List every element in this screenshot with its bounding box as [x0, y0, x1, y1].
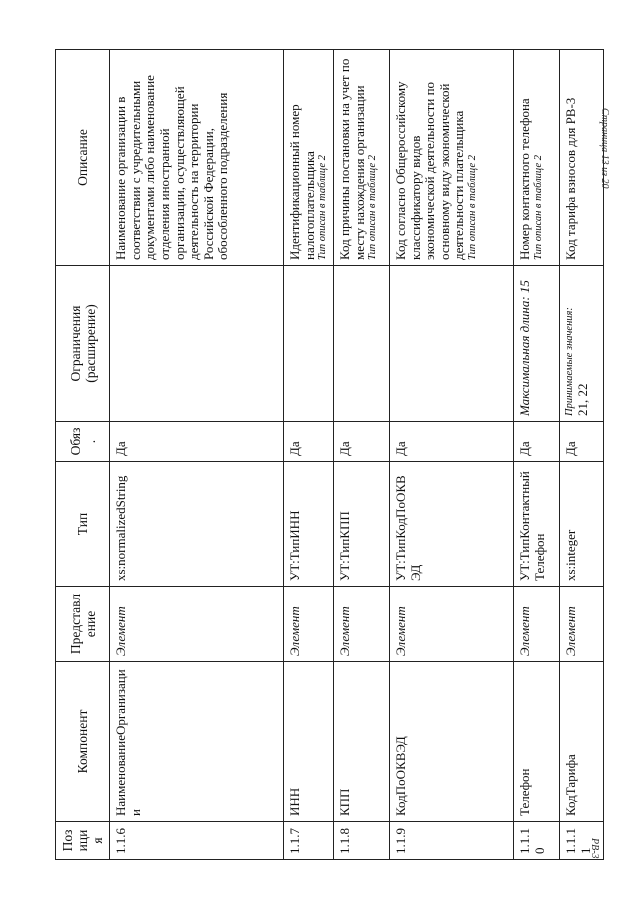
cell-position: 1.1.7 [284, 822, 334, 860]
type-note: Тип описан в таблице 2 [367, 155, 379, 260]
table-row [390, 50, 514, 860]
cell-type: xs:normalizedString [110, 462, 284, 587]
description-text: Код причины постановки на учет по месту нахождения организации [337, 58, 367, 260]
cell-required: Да [390, 422, 514, 462]
cell-representation: Элемент [334, 587, 390, 662]
type-note: Тип описан в таблице 2 [466, 155, 478, 260]
table-row [560, 50, 604, 860]
cell-required: Да [284, 422, 334, 462]
cell-description [284, 50, 334, 266]
cell-description: Наименование организации в соответствии с учредительными документами либо наименование отделения иностранной организации, осуществляющей деятельность на территории Российской Федерации, обособленного подразделения [110, 50, 284, 266]
header-required: Обяз. [56, 422, 110, 462]
restrictions-label: Принимаемые значения: [564, 307, 576, 416]
header-type: Тип [56, 462, 110, 587]
cell-restrictions: Максимальная длина: 15 [514, 266, 560, 422]
cell-type: xs:integer [560, 462, 604, 587]
description-text: Идентификационный номер налогоплательщика [287, 104, 317, 260]
cell-position: 1.1.11 [560, 822, 604, 860]
cell-description: Код тарифа взносов для РВ-3 [560, 50, 604, 266]
type-note: Тип описан в таблице 2 [532, 155, 544, 260]
cell-component: ИНН [284, 662, 334, 822]
header-component: Компонент [56, 662, 110, 822]
header-description: Описание [56, 50, 110, 266]
cell-restrictions [284, 266, 334, 422]
cell-type: УТ:ТипКПП [334, 462, 390, 587]
cell-position: 1.1.8 [334, 822, 390, 860]
description-text: Номер контактного телефона [517, 98, 533, 260]
cell-required: Да [334, 422, 390, 462]
cell-description [514, 50, 560, 266]
cell-description [390, 50, 514, 266]
cell-required: Да [514, 422, 560, 462]
header-representation: Представление [56, 587, 110, 662]
table-row [284, 50, 334, 860]
cell-component: КПП [334, 662, 390, 822]
cell-component: КодТарифа [560, 662, 604, 822]
cell-required: Да [110, 422, 284, 462]
header-row [56, 50, 110, 860]
cell-component: Телефон [514, 662, 560, 822]
restrictions-values: 21, 22 [574, 383, 590, 416]
cell-representation: Элемент [110, 587, 284, 662]
footer-code: РВ-3 [589, 838, 600, 859]
cell-restrictions [110, 266, 284, 422]
cell-representation: Элемент [560, 587, 604, 662]
cell-position: 1.1.6 [110, 822, 284, 860]
cell-type: УТ:ТипИНН [284, 462, 334, 587]
type-note: Тип описан в таблице 2 [317, 155, 329, 260]
cell-restrictions [390, 266, 514, 422]
cell-restrictions [560, 266, 604, 422]
cell-type: УТ:ТипКонтактныйТелефон [514, 462, 560, 587]
cell-restrictions [334, 266, 390, 422]
cell-description [334, 50, 390, 266]
cell-representation: Элемент [284, 587, 334, 662]
table-row [110, 50, 284, 860]
cell-component: НаименованиеОрганизации [110, 662, 284, 822]
cell-position: 1.1.10 [514, 822, 560, 860]
header-restrictions: Ограничения (расширение) [56, 266, 110, 422]
cell-component: КодПоОКВЭД [390, 662, 514, 822]
page-number: Страница 13 из 20 [599, 108, 610, 189]
table-row [514, 50, 560, 860]
cell-representation: Элемент [390, 587, 514, 662]
description-text: Код согласно Общероссийскому классификатору видов экономической деятельности по основному виду экономической деятельности плательщика [393, 81, 467, 260]
cell-position: 1.1.9 [390, 822, 514, 860]
rotated-page [55, 50, 595, 860]
spec-table [55, 49, 604, 860]
cell-representation: Элемент [514, 587, 560, 662]
header-position: Позиция [56, 822, 110, 860]
cell-type: УТ:ТипКодПоОКВЭД [390, 462, 514, 587]
cell-required: Да [560, 422, 604, 462]
table-row [334, 50, 390, 860]
